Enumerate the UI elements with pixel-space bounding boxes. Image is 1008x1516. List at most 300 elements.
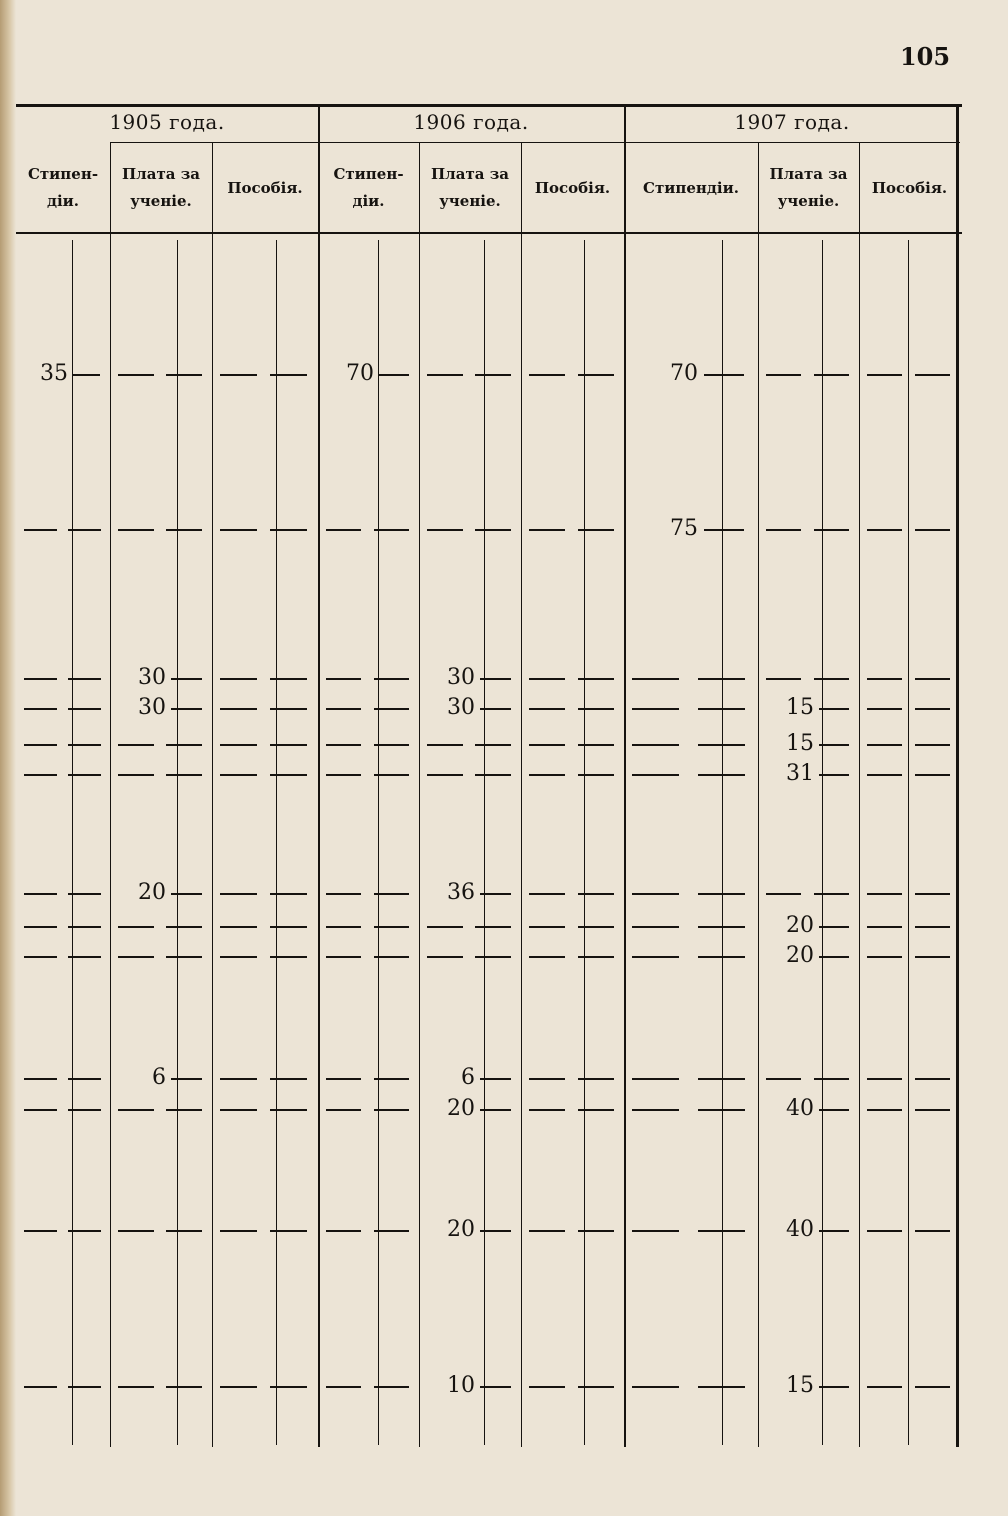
table-cell	[110, 911, 212, 941]
cell-value	[859, 1371, 954, 1401]
table-cell	[758, 941, 859, 971]
table-cell	[212, 1215, 318, 1245]
table-cell	[419, 359, 521, 389]
cell-value	[859, 1094, 954, 1124]
dash-mark	[480, 1078, 511, 1080]
table-cell	[419, 693, 521, 723]
table-cell	[110, 1094, 212, 1124]
table-cell	[859, 729, 960, 759]
table-cell	[859, 1371, 960, 1401]
cell-value	[521, 911, 618, 941]
table-cell	[110, 759, 212, 789]
cell-value	[758, 663, 853, 693]
cell-value	[758, 514, 853, 544]
cell-value	[212, 663, 312, 693]
table-cell	[624, 1371, 758, 1401]
cell-value	[624, 941, 752, 971]
dash-mark	[480, 1109, 511, 1111]
cell-value	[521, 1063, 618, 1093]
cell-value	[212, 1063, 312, 1093]
dash-mark	[819, 774, 849, 776]
table-cell	[16, 759, 110, 789]
table-cell	[212, 729, 318, 759]
cell-value	[212, 911, 312, 941]
cell-value	[859, 1215, 954, 1245]
cell-value	[624, 729, 752, 759]
table-cell	[212, 941, 318, 971]
cell-value	[16, 1063, 104, 1093]
table-cell	[758, 759, 859, 789]
column-rule	[110, 142, 111, 1447]
cell-value	[212, 1371, 312, 1401]
dash-mark	[480, 1230, 511, 1232]
cell-value	[859, 759, 954, 789]
cell-value	[110, 911, 206, 941]
cell-value	[318, 878, 413, 908]
table-cell	[624, 911, 758, 941]
column-rule	[758, 142, 759, 1447]
cell-value	[758, 878, 853, 908]
cell-value	[859, 1063, 954, 1093]
cell-value	[212, 759, 312, 789]
cell-value	[212, 729, 312, 759]
table-cell	[318, 359, 419, 389]
table-cell	[110, 1371, 212, 1401]
table-cell	[521, 359, 624, 389]
table-cell	[758, 729, 859, 759]
cell-value	[110, 359, 206, 389]
cell-value	[624, 911, 752, 941]
cell-value: 40	[786, 1096, 814, 1121]
cell-value	[318, 514, 413, 544]
cell-value	[419, 514, 515, 544]
cell-value	[16, 729, 104, 759]
cell-value	[521, 759, 618, 789]
table-cell	[521, 911, 624, 941]
cell-value	[16, 878, 104, 908]
table-row	[0, 359, 1008, 389]
dash-mark	[171, 1078, 202, 1080]
table-cell	[521, 878, 624, 908]
cell-value	[859, 693, 954, 723]
table-cell	[859, 941, 960, 971]
cell-value: 15	[786, 1373, 814, 1398]
table-cell	[521, 759, 624, 789]
cell-value	[521, 729, 618, 759]
cell-value: 70	[346, 361, 374, 386]
cell-value	[419, 759, 515, 789]
dash-mark	[171, 678, 202, 680]
cell-value	[110, 1371, 206, 1401]
cell-value	[16, 911, 104, 941]
dash-mark	[704, 529, 744, 531]
table-cell	[521, 1063, 624, 1093]
column-subrule	[72, 240, 73, 1445]
dash-mark	[72, 374, 100, 376]
cell-value	[212, 878, 312, 908]
table-cell	[212, 1094, 318, 1124]
table-cell	[521, 729, 624, 759]
cell-value	[521, 514, 618, 544]
table-cell	[419, 1215, 521, 1245]
cell-value	[859, 878, 954, 908]
year-divider-rule	[110, 142, 960, 143]
cell-value	[110, 759, 206, 789]
column-subrule	[378, 240, 379, 1445]
column-rule	[419, 142, 420, 1447]
table-row	[0, 759, 1008, 789]
table-cell	[212, 514, 318, 544]
table-cell	[521, 941, 624, 971]
cell-value	[318, 1371, 413, 1401]
cell-value	[212, 693, 312, 723]
table-cell	[758, 911, 859, 941]
table-cell	[419, 878, 521, 908]
col-1906-tuition: Плата за ученіе.	[431, 165, 509, 210]
dash-mark	[819, 1386, 849, 1388]
cell-value	[318, 759, 413, 789]
cell-value: 30	[447, 695, 475, 720]
table-cell	[212, 663, 318, 693]
dash-mark	[480, 708, 511, 710]
cell-value	[859, 941, 954, 971]
table-cell	[859, 693, 960, 723]
table-cell	[212, 759, 318, 789]
table-cell	[212, 1371, 318, 1401]
table-cell	[110, 941, 212, 971]
cell-value: 15	[786, 695, 814, 720]
col-1905-tuition: Плата за ученіе.	[122, 165, 200, 210]
table-cell	[859, 1094, 960, 1124]
cell-value	[624, 1063, 752, 1093]
dash-mark	[819, 1109, 849, 1111]
table-cell	[318, 759, 419, 789]
table-cell	[419, 911, 521, 941]
cell-value	[419, 729, 515, 759]
table-cell	[110, 878, 212, 908]
table-cell	[419, 1063, 521, 1093]
table-cell	[16, 729, 110, 759]
table-cell	[758, 1215, 859, 1245]
dash-mark	[171, 893, 202, 895]
table-cell	[16, 514, 110, 544]
table-cell	[624, 514, 758, 544]
header-bottom-rule	[16, 232, 962, 234]
cell-value	[419, 911, 515, 941]
table-cell	[212, 693, 318, 723]
column-subrule	[584, 240, 585, 1445]
cell-value	[318, 1215, 413, 1245]
cell-value	[212, 941, 312, 971]
table-cell	[110, 1215, 212, 1245]
table-cell	[318, 878, 419, 908]
cell-value: 36	[447, 880, 475, 905]
table-cell	[859, 663, 960, 693]
cell-value: 75	[670, 516, 698, 541]
table-cell	[624, 1094, 758, 1124]
table-cell	[521, 663, 624, 693]
table-cell	[110, 663, 212, 693]
cell-value	[521, 359, 618, 389]
table-cell	[212, 1063, 318, 1093]
table-cell	[212, 911, 318, 941]
table-cell	[624, 759, 758, 789]
cell-value: 20	[786, 913, 814, 938]
dash-mark	[819, 744, 849, 746]
table-cell	[16, 878, 110, 908]
table-cell	[318, 1094, 419, 1124]
table-cell	[859, 1215, 960, 1245]
cell-value: 15	[786, 731, 814, 756]
table-cell	[110, 693, 212, 723]
page-number: 105	[899, 42, 951, 71]
dash-mark	[480, 678, 511, 680]
cell-value	[212, 514, 312, 544]
table-cell	[419, 1094, 521, 1124]
cell-value	[624, 759, 752, 789]
table-cell	[624, 359, 758, 389]
cell-value	[859, 911, 954, 941]
cell-value	[16, 693, 104, 723]
cell-value	[624, 663, 752, 693]
cell-value	[419, 359, 515, 389]
table-cell	[758, 359, 859, 389]
cell-value	[110, 1094, 206, 1124]
cell-value	[859, 514, 954, 544]
dash-mark	[819, 1230, 849, 1232]
table-cell	[624, 729, 758, 759]
table-row	[0, 1063, 1008, 1093]
cell-value	[521, 663, 618, 693]
cell-value: 70	[670, 361, 698, 386]
cell-value	[16, 1094, 104, 1124]
cell-value	[16, 663, 104, 693]
table-cell	[859, 878, 960, 908]
cell-value: 20	[447, 1096, 475, 1121]
cell-value	[624, 1371, 752, 1401]
table-cell	[16, 911, 110, 941]
cell-value: 6	[461, 1065, 475, 1090]
cell-value	[318, 729, 413, 759]
cell-value: 10	[447, 1373, 475, 1398]
col-1906-allowances: Пособія.	[534, 178, 611, 197]
column-subrule	[276, 240, 277, 1445]
table-cell	[419, 941, 521, 971]
cell-value	[624, 1215, 752, 1245]
table-cell	[758, 1371, 859, 1401]
cell-value: 20	[447, 1217, 475, 1242]
table-cell	[521, 1094, 624, 1124]
column-rule	[521, 142, 522, 1447]
col-1907-stipends: Стипендіи.	[643, 178, 739, 197]
table-cell	[318, 729, 419, 759]
cell-value: 30	[138, 695, 166, 720]
cell-value	[318, 1094, 413, 1124]
dash-mark	[480, 893, 511, 895]
table-cell	[16, 1063, 110, 1093]
table-cell	[318, 1215, 419, 1245]
cell-value	[624, 693, 752, 723]
table-cell	[624, 693, 758, 723]
header-top-rule	[16, 104, 962, 107]
table-cell	[859, 911, 960, 941]
table-cell	[758, 663, 859, 693]
cell-value	[110, 941, 206, 971]
table-cell	[624, 1063, 758, 1093]
table-cell	[16, 941, 110, 971]
column-subrule	[722, 240, 723, 1445]
table-cell	[758, 693, 859, 723]
table-cell	[859, 514, 960, 544]
table-row	[0, 693, 1008, 723]
table-cell	[110, 359, 212, 389]
cell-value: 6	[152, 1065, 166, 1090]
table-cell	[859, 359, 960, 389]
table-cell	[419, 663, 521, 693]
table-cell	[16, 1215, 110, 1245]
table-row	[0, 1094, 1008, 1124]
cell-value	[521, 878, 618, 908]
col-1907-tuition: Плата за ученіе.	[769, 165, 848, 210]
cell-value	[110, 1215, 206, 1245]
table-cell	[16, 1094, 110, 1124]
table-cell	[318, 1371, 419, 1401]
table-row	[0, 878, 1008, 908]
cell-value	[859, 663, 954, 693]
cell-value: 40	[786, 1217, 814, 1242]
cell-value	[624, 878, 752, 908]
cell-value: 30	[138, 665, 166, 690]
cell-value	[318, 693, 413, 723]
col-1905-allowances: Пособія.	[227, 178, 303, 197]
table-cell	[318, 663, 419, 693]
table-cell	[318, 693, 419, 723]
cell-value	[318, 1063, 413, 1093]
cell-value	[16, 941, 104, 971]
table-cell	[758, 1094, 859, 1124]
cell-value	[16, 1371, 104, 1401]
dash-mark	[704, 374, 744, 376]
cell-value	[758, 359, 853, 389]
cell-value	[521, 1094, 618, 1124]
table-cell	[419, 514, 521, 544]
cell-value	[212, 1215, 312, 1245]
col-1906-stipends: Стипен- діи.	[333, 165, 404, 210]
column-subrule	[484, 240, 485, 1445]
table-cell	[318, 1063, 419, 1093]
table-cell	[624, 878, 758, 908]
table-cell	[419, 729, 521, 759]
cell-value	[16, 1215, 104, 1245]
table-cell	[16, 663, 110, 693]
dash-mark	[819, 926, 849, 928]
cell-value	[16, 759, 104, 789]
cell-value	[16, 514, 104, 544]
table-cell	[419, 1371, 521, 1401]
col-1907-allowances: Пособія.	[871, 178, 948, 197]
table-cell	[624, 663, 758, 693]
table-cell	[318, 941, 419, 971]
dash-mark	[819, 708, 849, 710]
cell-value: 20	[786, 943, 814, 968]
table-cell	[110, 1063, 212, 1093]
cell-value	[758, 1063, 853, 1093]
column-subrule	[822, 240, 823, 1445]
cell-value	[521, 1215, 618, 1245]
year-1906-heading: 1906 года.	[413, 110, 529, 134]
cell-value	[419, 941, 515, 971]
year-1905-heading: 1905 года.	[109, 110, 225, 134]
cell-value	[212, 359, 312, 389]
cell-value: 20	[138, 880, 166, 905]
table-cell	[16, 1371, 110, 1401]
cell-value	[521, 1371, 618, 1401]
cell-value	[859, 359, 954, 389]
cell-value	[318, 911, 413, 941]
table-cell	[212, 359, 318, 389]
table-cell	[521, 1215, 624, 1245]
cell-value	[212, 1094, 312, 1124]
table-cell	[212, 878, 318, 908]
table-cell	[419, 759, 521, 789]
cell-value	[624, 1094, 752, 1124]
cell-value: 30	[447, 665, 475, 690]
cell-value: 35	[40, 361, 68, 386]
table-row	[0, 1215, 1008, 1245]
table-row	[0, 729, 1008, 759]
cell-value	[318, 941, 413, 971]
dash-mark	[171, 708, 202, 710]
table-cell	[110, 514, 212, 544]
table-cell	[110, 729, 212, 759]
cell-value	[521, 941, 618, 971]
table-row	[0, 911, 1008, 941]
table-cell	[521, 1371, 624, 1401]
cell-value	[318, 663, 413, 693]
table-cell	[624, 1215, 758, 1245]
dash-mark	[819, 956, 849, 958]
column-subrule	[177, 240, 178, 1445]
dash-mark	[480, 1386, 511, 1388]
table-cell	[521, 693, 624, 723]
table-cell	[318, 911, 419, 941]
cell-value	[859, 729, 954, 759]
table-row	[0, 941, 1008, 971]
column-subrule	[908, 240, 909, 1445]
table-cell	[16, 693, 110, 723]
table-row	[0, 1371, 1008, 1401]
table-cell	[758, 514, 859, 544]
table-cell	[624, 941, 758, 971]
table-row	[0, 663, 1008, 693]
column-rule	[212, 142, 213, 1447]
table-cell	[859, 759, 960, 789]
table-cell	[521, 514, 624, 544]
year-1907-heading: 1907 года.	[734, 110, 850, 134]
table-cell	[16, 359, 110, 389]
col-1905-stipends: Стипен- діи.	[27, 165, 99, 210]
cell-value	[110, 729, 206, 759]
table-cell	[859, 1063, 960, 1093]
table-cell	[758, 878, 859, 908]
table-cell	[758, 1063, 859, 1093]
cell-value	[110, 514, 206, 544]
table-row	[0, 514, 1008, 544]
cell-value: 31	[786, 761, 814, 786]
dash-mark	[379, 374, 409, 376]
column-rule	[859, 142, 860, 1447]
cell-value	[521, 693, 618, 723]
